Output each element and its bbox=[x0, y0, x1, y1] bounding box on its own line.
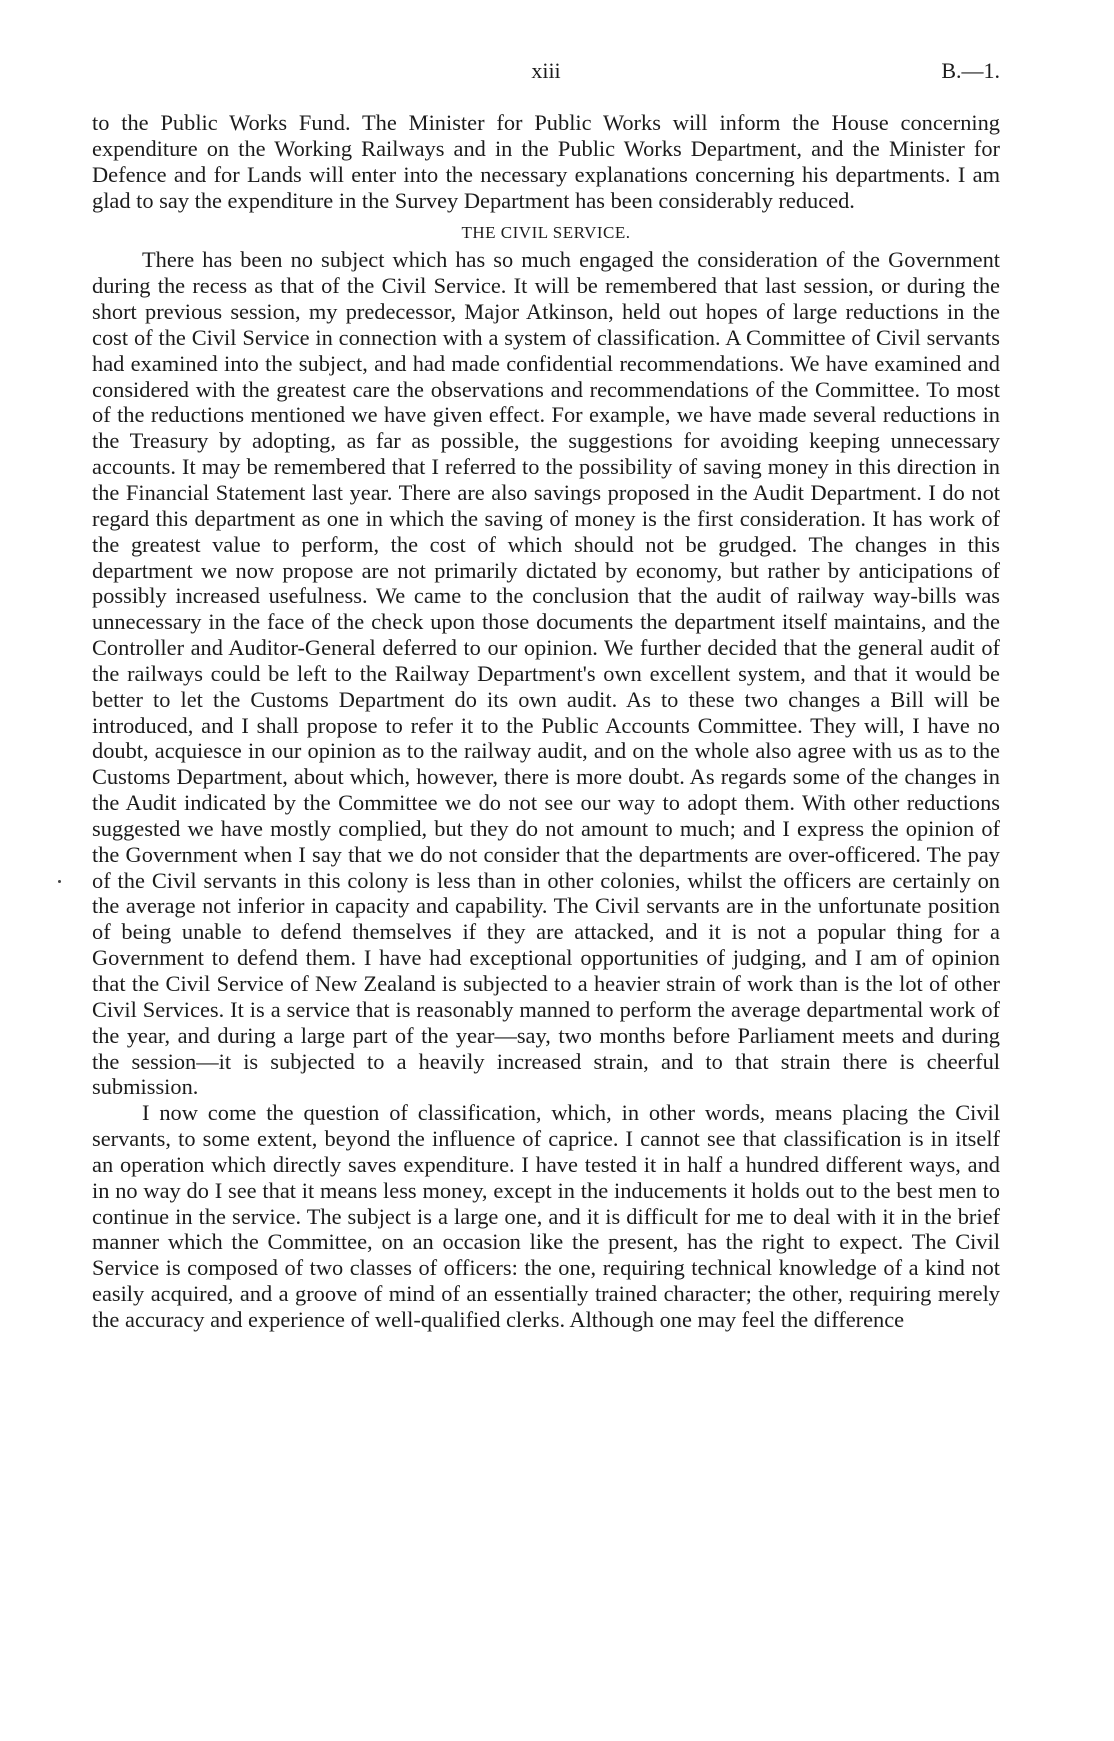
page-number: xiii bbox=[531, 58, 561, 83]
paragraph-civil-service-2: I now come the question of classification, which, in other words, means placing the Civil servants, to some extent, beyond the influence of caprice. I cannot see that classification is in itself an operation which directly saves expenditure. I have tested it in half a hundred different ways, and in no way do I see that it means less money, except in the inducements it holds out to the best men to continue in the service. The subject is a large one, and it is difficult for me to deal with it in the brief manner which the Committee, on an occasion like the present, has the right to expect. The Civil Service is composed of two classes of officers: the one, requiring technical knowledge of a kind not easily acquired, and a groove of mind of an essentially trained character; the other, requiring merely the accuracy and experience of well-qualified clerks. Although one may feel the difference bbox=[92, 1100, 1000, 1332]
paragraph-continuation: to the Public Works Fund. The Minister for Public Works will inform the House concerning expenditure on the Working Railways and in the Public Works Department, and the Minister for Defence and for Lands will enter into the necessary explanations concerning his departments. I am glad to say the expenditure in the Survey Department has been considerably reduced. bbox=[92, 110, 1000, 213]
paragraph-civil-service-1: There has been no subject which has so much engaged the consideration of the Government during the recess as that of the Civil Service. It will be remembered that last session, or during the short previous session, my predecessor, Major Atkinson, held out hopes of large reductions in the cost of the Civil Service in connection with a system of classification. A Committee of Civil servants had examined into the subject, and had made confidential recommendations. We have examined and considered with the greatest care the observations and recommendations of the Committee. To most of the reductions mentioned we have given effect. For example, we have made several reductions in the Treasury by adopting, as far as possible, the suggestions for avoiding keeping unnecessary accounts. It may be remembered that I referred to the possibility of saving money in this direction in the Financial Statement last year. There are also savings proposed in the Audit Department. I do not regard this department as one in which the saving of money is the first consideration. It has work of the greatest value to perform, the cost of which should not be grudged. The changes in this department we now propose are not primarily dictated by economy, but rather by anticipations of possibly increased usefulness. We came to the conclusion that the audit of railway way-bills was unnecessary in the face of the check upon those documents the department itself maintains, and the Controller and Auditor-General deferred to our opinion. We further decided that the general audit of the railways could be left to the Railway Department's own excellent system, and that it would be better to let the Customs Department do its own audit. As to these two changes a Bill will be introduced, and I shall propose to refer it to the Public Accounts Committee. They will, I have no doubt, acquiesce in our opinion as to the railway audit, and on the whole also agree with us as to the Customs Department, about which, however, there is more doubt. As regards some of the changes in the Audit indicated by the Committee we do not see our way to adopt them. With other reductions suggested we have mostly complied, but they do not amount to much; and I express the opinion of the Government when I say that we do not consider that the departments are over-officered. The pay of the Civil servants in this colony is less than in other colonies, whilst the officers are certainly on the average not inferior in capacity and capability. The Civil servants are in the unfortunate position of being unable to defend themselves if they are attacked, and it is not a popular thing for a Government to defend them. I have had exceptional opportunities of judging, and I am of opinion that the Civil Service of New Zealand is subjected to a heavier strain of work than is the lot of other Civil Services. It is a service that is reasonably manned to perform the average departmental work of the year, and during a large part of the year—say, two months before Parliament meets and during the session—it is subjected to a heavily increased strain, and to that strain there is cheerful submission. bbox=[92, 247, 1000, 1100]
document-code: B.—1. bbox=[941, 58, 1000, 83]
section-heading: THE CIVIL SERVICE. bbox=[461, 223, 631, 243]
margin-mark bbox=[58, 880, 61, 883]
page-header bbox=[92, 58, 1000, 90]
body-text bbox=[92, 110, 1000, 1333]
